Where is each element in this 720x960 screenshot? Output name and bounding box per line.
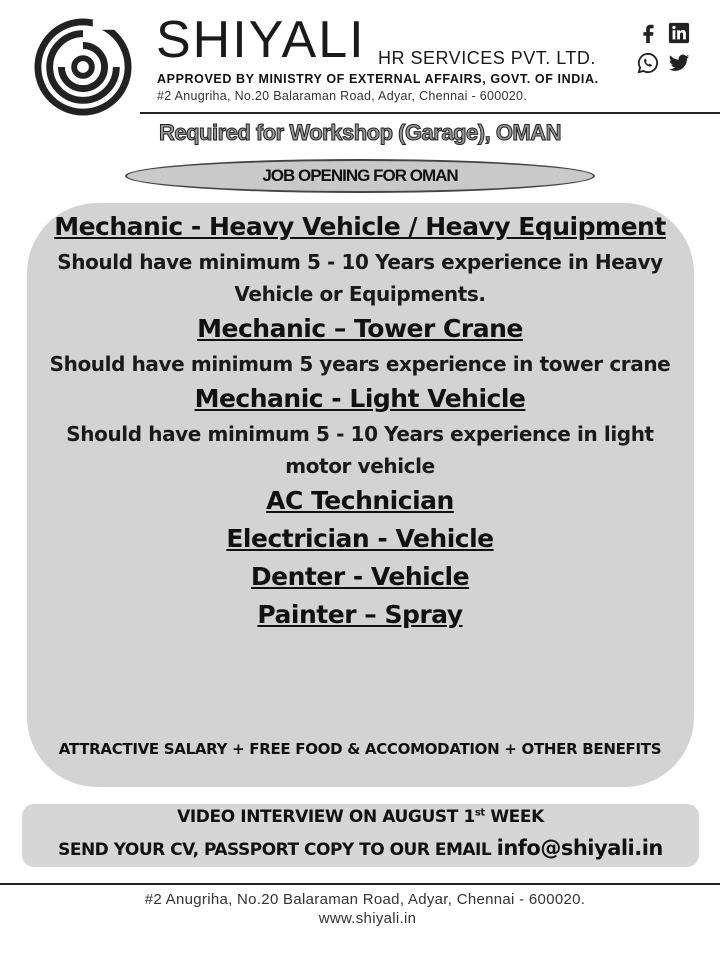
interview-prefix: VIDEO INTERVIEW ON AUGUST 1: [177, 807, 475, 827]
page-heading: Required for Workshop (Garage), OMAN: [158, 120, 562, 145]
website-link[interactable]: www.shiyali.in: [318, 910, 417, 927]
job-title: Denter - Vehicle: [250, 562, 470, 591]
send-cv-info: [22, 836, 699, 860]
benefits-text: ATTRACTIVE SALARY + FREE FOOD & ACCOMODATION + OTHER BENEFITS: [58, 740, 662, 758]
job-requirement: Should have minimum 5 - 10 Years experience in Heavy Vehicle or Equipments.: [57, 250, 663, 306]
header-address: #2 Anugriha, No.20 Balaraman Road, Adyar, Chennai - 600020.: [157, 89, 528, 103]
interview-info: [22, 807, 699, 827]
job-title: Mechanic - Light Vehicle: [194, 384, 526, 413]
interview-suffix: WEEK: [484, 807, 544, 827]
approval-line: APPROVED BY MINISTRY OF EXTERNAL AFFAIRS, GOVT. OF INDIA.: [157, 72, 599, 86]
shiyali-logo: [32, 18, 134, 116]
footer-divider: [0, 883, 720, 885]
job-title: Electrician - Vehicle: [226, 524, 494, 553]
job-opening-banner: JOB OPENING FOR OMAN: [125, 159, 595, 193]
interview-suffix-ordinal: st: [474, 807, 485, 819]
job-list: [40, 206, 680, 634]
send-cv-text: SEND YOUR CV, PASSPORT COPY TO OUR EMAIL: [58, 840, 497, 860]
linkedin-icon[interactable]: [668, 22, 690, 44]
job-title: Painter – Spray: [257, 600, 463, 629]
job-title: Mechanic - Heavy Vehicle / Heavy Equipment: [54, 212, 666, 241]
brand-subtitle: HR SERVICES PVT. LTD.: [378, 48, 596, 68]
header-divider: [140, 112, 720, 114]
facebook-icon[interactable]: [637, 22, 659, 44]
job-title: AC Technician: [266, 486, 454, 515]
brand-name: SHIYALI: [156, 11, 366, 69]
footer-address: #2 Anugriha, No.20 Balaraman Road, Adyar, Chennai - 600020.: [144, 891, 586, 908]
twitter-icon[interactable]: [668, 52, 690, 74]
email-link[interactable]: info@shiyali.in: [496, 836, 663, 860]
whatsapp-icon[interactable]: [637, 52, 659, 74]
job-requirement: Should have minimum 5 - 10 Years experience in light motor vehicle: [66, 422, 654, 478]
job-title: Mechanic – Tower Crane: [197, 314, 523, 343]
job-requirement: Should have minimum 5 years experience in tower crane: [49, 352, 671, 376]
